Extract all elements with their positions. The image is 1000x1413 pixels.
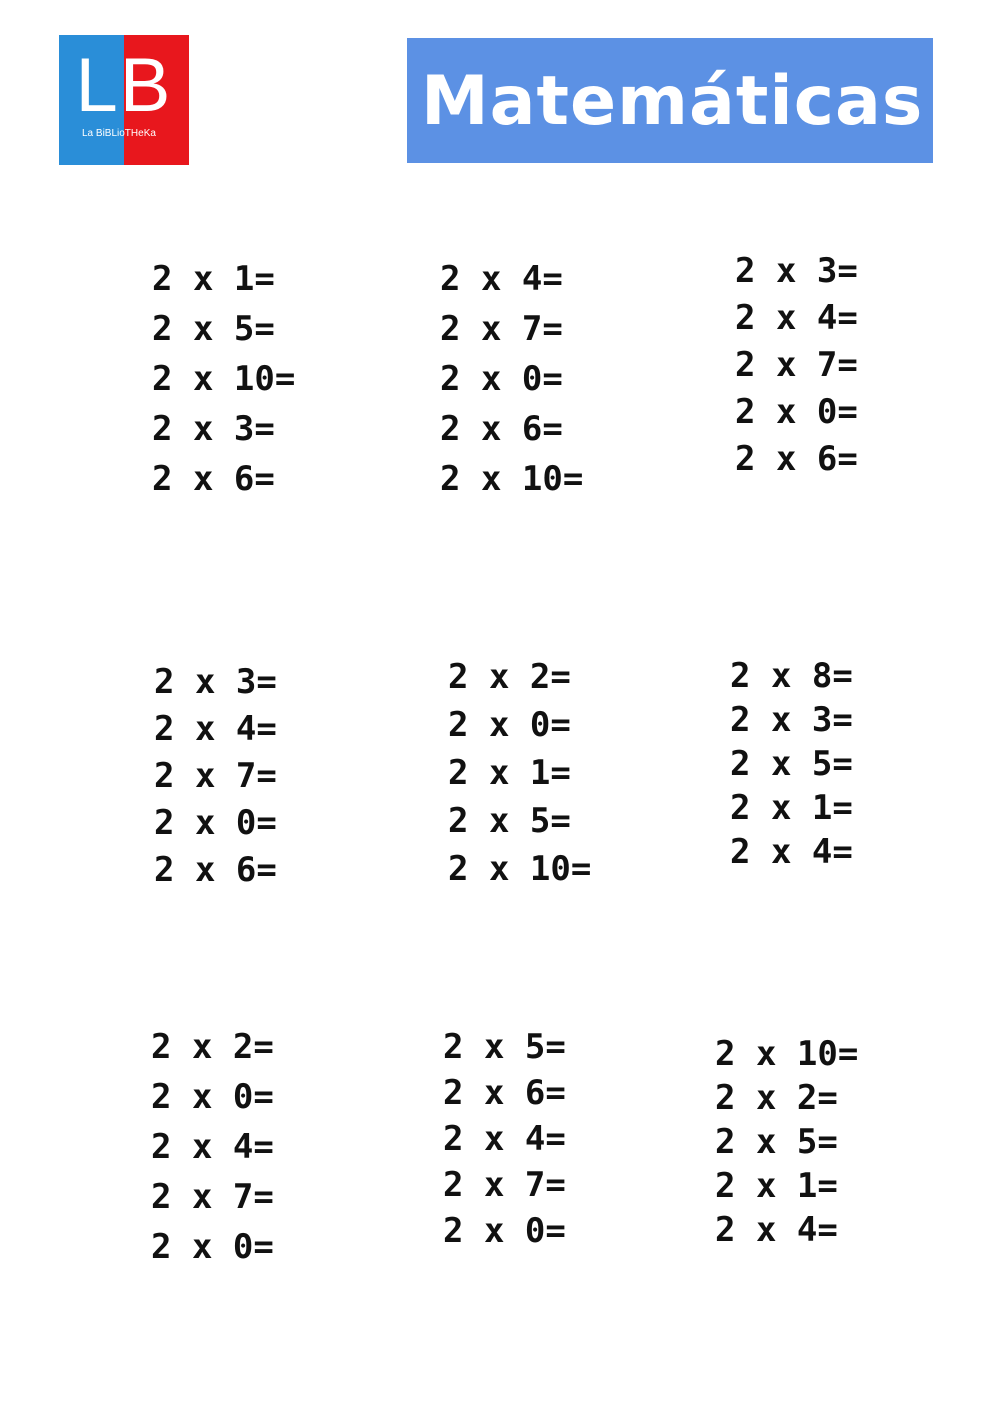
equation: 2 x 3= xyxy=(154,662,277,702)
logo-letters: LB xyxy=(75,43,173,128)
equation: 2 x 6= xyxy=(154,850,277,890)
equation: 2 x 6= xyxy=(735,439,858,479)
exercise-block-8 xyxy=(443,1024,566,1254)
exercise-block-2 xyxy=(440,254,583,504)
equation: 2 x 6= xyxy=(440,409,563,449)
equation: 2 x 10= xyxy=(152,359,296,399)
equation: 2 x 0= xyxy=(154,803,277,843)
exercise-block-1 xyxy=(152,254,295,504)
equation: 2 x 3= xyxy=(152,409,275,449)
equation: 2 x 4= xyxy=(440,259,563,299)
equation: 2 x 4= xyxy=(735,298,858,338)
equation: 2 x 3= xyxy=(730,700,853,740)
equation: 2 x 10= xyxy=(448,849,592,889)
exercise-block-7 xyxy=(151,1022,274,1272)
exercise-block-5 xyxy=(448,653,591,893)
equation: 2 x 4= xyxy=(443,1119,566,1159)
equation: 2 x 10= xyxy=(715,1034,859,1074)
equation: 2 x 5= xyxy=(152,309,275,349)
equation: 2 x 7= xyxy=(443,1165,566,1205)
exercise-block-9 xyxy=(715,1032,858,1252)
equation: 2 x 7= xyxy=(735,345,858,385)
equation: 2 x 4= xyxy=(151,1127,274,1167)
equation: 2 x 0= xyxy=(448,705,571,745)
equation: 2 x 0= xyxy=(735,392,858,432)
lb-logo xyxy=(59,35,189,165)
equation: 2 x 2= xyxy=(715,1078,838,1118)
equation: 2 x 7= xyxy=(440,309,563,349)
page-title: Matemáticas xyxy=(421,62,924,141)
equation: 2 x 1= xyxy=(448,753,571,793)
equation: 2 x 1= xyxy=(715,1166,838,1206)
equation: 2 x 5= xyxy=(448,801,571,841)
equation: 2 x 8= xyxy=(730,656,853,696)
equation: 2 x 6= xyxy=(152,459,275,499)
equation: 2 x 1= xyxy=(730,788,853,828)
logo-tagline: La BiBLioTHeKa xyxy=(82,128,156,139)
equation: 2 x 0= xyxy=(151,1077,274,1117)
equation: 2 x 5= xyxy=(715,1122,838,1162)
exercise-block-4 xyxy=(154,659,277,894)
exercise-block-6 xyxy=(730,654,853,874)
title-banner xyxy=(407,38,933,163)
equation: 2 x 4= xyxy=(730,832,853,872)
equation: 2 x 7= xyxy=(151,1177,274,1217)
equation: 2 x 1= xyxy=(152,259,275,299)
equation: 2 x 5= xyxy=(730,744,853,784)
equation: 2 x 2= xyxy=(448,657,571,697)
equation: 2 x 5= xyxy=(443,1027,566,1067)
equation: 2 x 6= xyxy=(443,1073,566,1113)
exercise-block-3 xyxy=(735,248,858,483)
equation: 2 x 7= xyxy=(154,756,277,796)
equation: 2 x 0= xyxy=(151,1227,274,1267)
equation: 2 x 3= xyxy=(735,251,858,291)
equation: 2 x 2= xyxy=(151,1027,274,1067)
equation: 2 x 4= xyxy=(715,1210,838,1250)
equation: 2 x 0= xyxy=(443,1211,566,1251)
equation: 2 x 4= xyxy=(154,709,277,749)
equation: 2 x 10= xyxy=(440,459,584,499)
equation: 2 x 0= xyxy=(440,359,563,399)
